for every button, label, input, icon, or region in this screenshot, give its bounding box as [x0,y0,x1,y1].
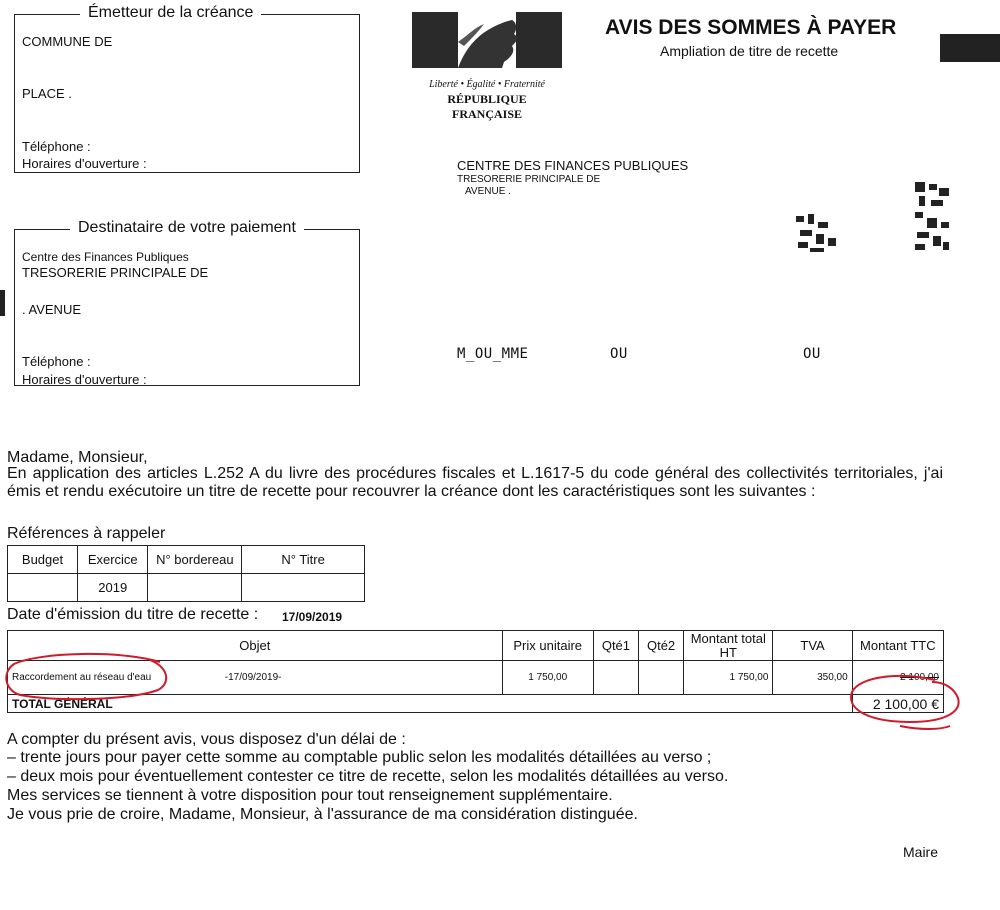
ref-header-budget: Budget [8,546,78,574]
address-line3: AVENUE . [465,186,511,197]
signature: Maire [903,844,939,860]
letter-salutation: Madame, Monsieur, [7,449,148,466]
addressee-part3: OU [803,346,821,362]
closing-line2: – trente jours pour payer cette somme au comptable public selon les modalités détaillées au verso ; [7,749,712,766]
emission-label: Date d'émission du titre de recette : [7,606,259,623]
recipient-line3: . AVENUE [22,302,82,317]
page-subtitle: Ampliation de titre de recette [660,43,839,59]
closing-line3: – deux mois pour éventuellement contester ce titre de recette, selon les modalités détaillées au verso. [7,768,729,785]
barcode-icon-2 [796,214,838,254]
ref-header-bordereau: N° bordereau [148,546,242,574]
detail-cell-ttc: 2 100,00 [852,661,943,695]
detail-cell-objet [8,661,503,695]
references-label: Références à rappeler [7,525,166,542]
closing-line5: Je vous prie de croire, Madame, Monsieur, à l'assurance de ma considération distinguée. [7,806,638,823]
recipient-line1: Centre des Finances Publiques [22,250,189,264]
barcode-icon [915,182,949,252]
recipient-hours-label: Horaires d'ouverture : [22,372,147,387]
detail-header-tva: TVA [773,631,852,661]
detail-cell-prix: 1 750,00 [502,661,593,695]
detail-table [7,630,944,713]
detail-total-value: 2 100,00 € [852,695,943,713]
page-title: AVIS DES SOMMES À PAYER [605,16,897,39]
emitter-hours-label: Horaires d'ouverture : [22,156,147,171]
detail-cell-tva: 350,00 [773,661,852,695]
closing-line4: Mes services se tiennent à votre disposition pour tout renseignement supplémentaire. [7,787,613,804]
ref-cell-exercice: 2019 [78,574,148,602]
recipient-line2: TRESORERIE PRINCIPALE DE [22,265,209,280]
detail-header-prix: Prix unitaire [502,631,593,661]
marianne-logo [412,12,562,121]
references-table [7,545,365,602]
emission-date: 17/09/2019 [282,610,343,624]
emitter-phone-label: Téléphone : [22,139,91,154]
detail-header-objet: Objet [8,631,503,661]
emitter-line1: COMMUNE DE [22,34,113,49]
detail-objet-text: Raccordement au réseau d'eau [12,672,152,683]
detail-cell-qte2 [639,661,684,695]
addressee-part2: OU [610,346,628,362]
corner-mark [940,34,1000,62]
margin-mark [0,290,5,316]
detail-total-label: TOTAL GÉNÉRAL [8,695,853,713]
ref-header-exercice: Exercice [78,546,148,574]
ref-cell-titre [242,574,365,602]
emitter-line2: PLACE . [22,86,72,101]
closing-line1: A compter du présent avis, vous disposez d'un délai de : [7,731,406,748]
logo-name: RÉPUBLIQUE FRANÇAISE [447,92,527,121]
detail-header-ht: Montant total HT [684,631,773,661]
recipient-phone-label: Téléphone : [22,354,91,369]
detail-header-qte2: Qté2 [639,631,684,661]
logo-motto: Liberté • Égalité • Fraternité [429,79,545,90]
detail-objet-date: -17/09/2019- [224,672,282,683]
emitter-legend: Émetteur de la créance [80,4,261,22]
ref-cell-bordereau [148,574,242,602]
detail-cell-ht: 1 750,00 [684,661,773,695]
address-line2: TRESORERIE PRINCIPALE DE [457,174,601,185]
marianne-icon [412,12,562,72]
ref-header-titre: N° Titre [242,546,365,574]
addressee-part1: M_OU_MME [457,346,529,362]
detail-header-ttc: Montant TTC [852,631,943,661]
detail-cell-qte1 [593,661,638,695]
address-line1: CENTRE DES FINANCES PUBLIQUES [457,158,689,173]
detail-header-qte1: Qté1 [593,631,638,661]
recipient-legend: Destinataire de votre paiement [70,219,304,237]
ref-cell-budget [8,574,78,602]
letter-intro: En application des articles L.252 A du livre des procédures fiscales et L.1617-5 du code général des collectivités territoriales, j'ai émis et rendu exécutoire un titre de recette pour recouvrer la créance dont les caractéristiques sont les suivantes : [7,465,943,500]
